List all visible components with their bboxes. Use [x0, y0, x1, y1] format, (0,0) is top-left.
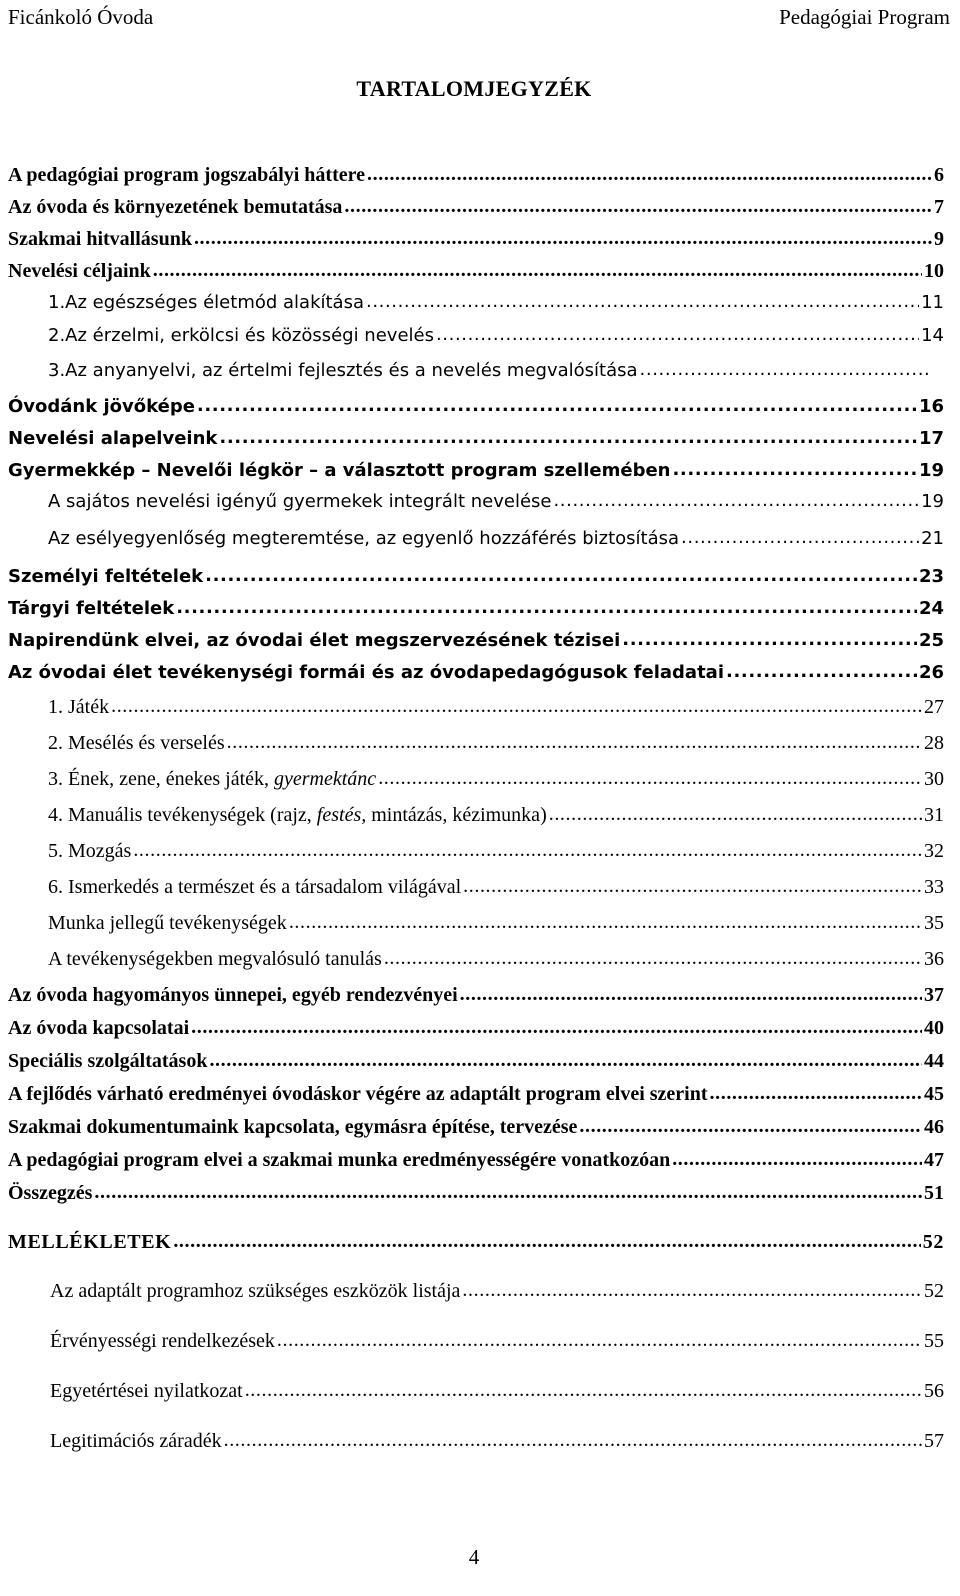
toc-dot-leader — [549, 799, 922, 829]
toc-dot-leader — [553, 486, 919, 516]
toc-entry[interactable] — [8, 1013, 944, 1043]
toc-entry[interactable] — [8, 1178, 944, 1208]
toc-dot-leader — [133, 835, 922, 865]
toc-dot-leader — [194, 223, 932, 253]
toc-entry-page: 44 — [924, 1050, 944, 1072]
toc-entry-page: 24 — [918, 598, 944, 619]
page-header — [0, 0, 950, 34]
toc-entry-label: A sajátos nevelési igényű gyermekek integrált nevelése — [48, 491, 552, 512]
toc-dot-leader — [681, 523, 919, 553]
toc-dot-leader — [462, 1275, 922, 1305]
toc-dot-leader — [460, 979, 922, 1009]
toc-entry[interactable] — [48, 524, 944, 554]
toc-entry-page: 56 — [924, 1380, 944, 1402]
toc-entry-page: 51 — [924, 1182, 944, 1204]
toc-entry-label: Az óvodai élet tevékenységi formái és az óvodapedagógusok feladatai — [8, 662, 724, 683]
toc-entry-page: 28 — [924, 732, 944, 754]
toc-dot-leader — [94, 1177, 922, 1207]
page-number: 4 — [468, 1545, 480, 1569]
toc-entry[interactable] — [48, 692, 944, 722]
toc-entry-page: 10 — [924, 260, 944, 282]
toc-dot-leader — [384, 943, 922, 973]
toc-dot-leader — [153, 255, 922, 285]
toc-entry[interactable] — [48, 908, 944, 938]
toc-entry[interactable] — [48, 321, 944, 351]
toc-entry-page: 47 — [924, 1149, 944, 1171]
toc-dot-leader — [173, 1226, 920, 1256]
toc-entry-label: Az óvoda hagyományos ünnepei, egyéb rendezvényei — [8, 984, 458, 1006]
toc-entry[interactable] — [8, 392, 944, 422]
toc-dot-leader — [640, 355, 931, 385]
toc-dot-leader — [277, 1325, 922, 1355]
toc-entry-page: 52 — [922, 1231, 944, 1253]
toc-entry-label: Az óvoda kapcsolatai — [8, 1017, 190, 1039]
toc-entry-label: Nevelési céljaink — [8, 260, 151, 282]
toc-entry-label: 1.Az egészséges életmód alakítása — [48, 292, 364, 313]
toc-entry-label: Speciális szolgáltatások — [8, 1050, 208, 1072]
toc-entry-page: 32 — [924, 840, 944, 862]
header-school-name: Ficánkoló Óvoda — [8, 5, 154, 29]
toc-entry[interactable] — [8, 256, 944, 286]
toc-dot-leader — [224, 1425, 922, 1455]
toc-dot-leader — [209, 1045, 922, 1075]
toc-entry-label: Óvodánk jövőképe — [8, 396, 195, 417]
toc-entry-label: MELLÉKLETEK — [8, 1231, 172, 1253]
toc-dot-leader — [463, 871, 922, 901]
toc-entry-page: 46 — [924, 1116, 944, 1138]
toc-heading: TARTALOMJEGYZÉK — [356, 76, 592, 101]
toc-entry[interactable] — [48, 836, 944, 866]
toc-entry-label: Szakmai hitvallásunk — [8, 228, 192, 250]
toc-dot-leader — [197, 391, 917, 421]
toc-entry[interactable] — [8, 980, 944, 1010]
toc-entry[interactable] — [48, 764, 944, 794]
toc-entry-label: Legitimációs záradék — [50, 1430, 222, 1452]
toc-entry-label: 2. Mesélés és verselés — [48, 732, 225, 754]
toc-entry[interactable] — [50, 1276, 944, 1306]
toc-entry[interactable] — [8, 594, 944, 624]
toc-dot-leader — [289, 907, 922, 937]
toc-entry-page: 52 — [924, 1280, 944, 1302]
toc-dot-leader — [378, 763, 922, 793]
toc-dot-leader — [622, 625, 917, 655]
toc-entry-page: 40 — [924, 1017, 944, 1039]
toc-entry[interactable] — [8, 1046, 944, 1076]
toc-entry-label: Egyetértései nyilatkozat — [50, 1380, 243, 1402]
toc-entry-label: 1. Játék — [48, 696, 110, 718]
toc-entry-page: 9 — [934, 228, 944, 250]
toc-entry-page: 14 — [921, 325, 944, 346]
toc-dot-leader — [672, 1144, 922, 1174]
toc-entry-label: A tevékenységekben megvalósuló tanulás — [48, 948, 382, 970]
toc-entry[interactable] — [8, 1227, 944, 1257]
toc-dot-leader — [579, 1111, 922, 1141]
toc-entry[interactable] — [48, 487, 944, 517]
toc-entry-page: 36 — [924, 948, 944, 970]
toc-entry-label: Tárgyi feltételek — [8, 598, 175, 619]
toc-entry-page: 35 — [924, 912, 944, 934]
toc-entry[interactable] — [8, 626, 944, 656]
toc-entry-label: 5. Mozgás — [48, 840, 132, 862]
toc-entry-label: Összegzés — [8, 1182, 93, 1204]
toc-dot-leader — [219, 423, 917, 453]
toc-entry-page: 37 — [924, 984, 944, 1006]
toc-entry-label: Az óvoda és környezetének bemutatása — [8, 196, 343, 218]
toc-dot-leader — [227, 727, 922, 757]
toc-dot-leader — [245, 1375, 922, 1405]
toc-entry-label: Érvényességi rendelkezések — [50, 1330, 275, 1352]
toc-dot-leader — [191, 1012, 922, 1042]
toc-entry[interactable] — [48, 944, 944, 974]
toc-entry-page: 27 — [924, 696, 944, 718]
toc-entry-page: 17 — [918, 428, 944, 449]
toc-dot-leader — [111, 691, 922, 721]
toc-entry-page: 25 — [918, 630, 944, 651]
toc-entry[interactable] — [48, 288, 944, 318]
toc-entry-label: Az adaptált programhoz szükséges eszközök listája — [50, 1280, 461, 1302]
toc-entry-page: 26 — [918, 662, 944, 683]
toc-entry-page: 57 — [924, 1430, 944, 1452]
toc-entry-page: 7 — [934, 196, 944, 218]
toc-entry-label: A pedagógiai program elvei a szakmai munka eredményességére vonatkozóan — [8, 1149, 671, 1171]
toc-dot-leader — [726, 657, 917, 687]
toc-entry[interactable] — [8, 192, 944, 222]
toc-entry-label: 6. Ismerkedés a természet és a társadalom világával — [48, 876, 462, 898]
toc-entry-page: 30 — [924, 768, 944, 790]
toc-dot-leader — [367, 159, 932, 189]
toc-entry[interactable] — [50, 1326, 944, 1356]
toc-entry[interactable] — [8, 658, 944, 688]
toc-entry[interactable] — [8, 562, 944, 592]
toc-entry[interactable] — [48, 728, 944, 758]
toc-entry-page: 19 — [921, 491, 944, 512]
toc-dot-leader — [205, 561, 917, 591]
toc-entry[interactable] — [8, 1079, 944, 1109]
toc-entry-page: 16 — [918, 396, 944, 417]
italic-term: gyermektánc — [274, 768, 377, 790]
toc-entry-label: 2.Az érzelmi, erkölcsi és közösségi nevelés — [48, 325, 434, 346]
toc-entry-page: 33 — [924, 876, 944, 898]
italic-term: festés, — [316, 804, 367, 826]
toc-entry-label: A pedagógiai program jogszabályi háttere — [8, 164, 366, 186]
toc-entry-page: 23 — [918, 566, 944, 587]
header-document-title: Pedagógiai Program — [779, 5, 950, 29]
toc-entry[interactable] — [50, 1376, 944, 1406]
toc-dot-leader — [176, 593, 917, 623]
toc-entry[interactable] — [8, 160, 944, 190]
toc-entry-label: Napirendünk elvei, az óvodai élet megszervezésének tézisei — [8, 630, 621, 651]
toc-dot-leader — [672, 455, 916, 485]
toc-entry[interactable] — [48, 800, 944, 830]
toc-entry-page: 31 — [924, 804, 944, 826]
toc-dot-leader — [366, 287, 919, 317]
toc-entry[interactable] — [8, 424, 944, 454]
toc-entry-label: Személyi feltételek — [8, 566, 204, 587]
toc-entry[interactable] — [8, 456, 944, 486]
toc-entry-label: Szakmai dokumentumaink kapcsolata, egymásra építése, tervezése — [8, 1116, 578, 1138]
toc-entry-page: 45 — [924, 1083, 944, 1105]
toc-entry-label: Nevelési alapelveink — [8, 428, 218, 449]
toc-dot-leader — [344, 191, 932, 221]
toc-entry[interactable] — [50, 1426, 944, 1456]
toc-entry[interactable] — [48, 872, 944, 902]
toc-entry[interactable] — [8, 224, 944, 254]
toc-entry[interactable] — [8, 1145, 944, 1175]
toc-entry-label: Gyermekkép – Nevelői légkör – a választott program szellemében — [8, 460, 671, 481]
toc-entry-label: A fejlődés várható eredményei óvodáskor végére az adaptált program elvei szerint — [8, 1083, 708, 1105]
toc-entry-page: 55 — [924, 1330, 944, 1352]
toc-entry-label: 4. Manuális tevékenységek (rajz, festés, mintázás, kézimunka) — [48, 804, 547, 826]
toc-entry-page: 11 — [921, 292, 944, 313]
toc-dot-leader — [436, 320, 919, 350]
toc-entry-page: 21 — [921, 528, 944, 549]
toc-entry-label: 3.Az anyanyelvi, az értelmi fejlesztés és a nevelés megvalósítása — [48, 360, 638, 381]
toc-entry-page: 19 — [918, 460, 944, 481]
toc-entry-label: Az esélyegyenlőség megteremtése, az egyenlő hozzáférés biztosítása — [48, 528, 680, 549]
toc-entry-page: 6 — [934, 164, 944, 186]
toc-entry-label: 3. Ének, zene, énekes játék, gyermektánc — [48, 768, 377, 790]
toc-entry[interactable] — [48, 356, 933, 386]
toc-entry-label: Munka jellegű tevékenységek — [48, 912, 287, 934]
toc-dot-leader — [710, 1078, 922, 1108]
toc-entry[interactable] — [8, 1112, 944, 1142]
